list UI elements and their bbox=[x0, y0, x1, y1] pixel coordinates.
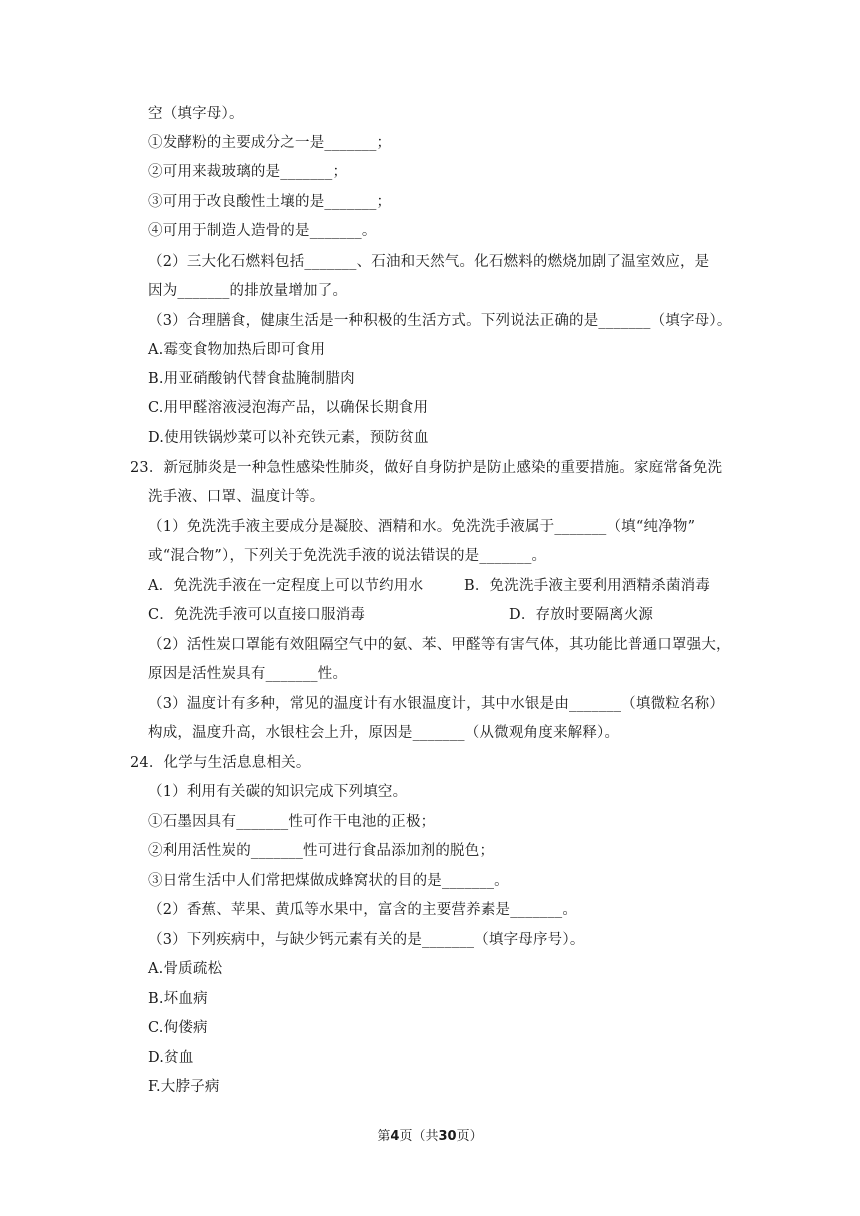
footer-mid: 页（共 bbox=[399, 1129, 439, 1144]
option-line: F.大脖子病 bbox=[148, 1079, 220, 1095]
option-line: A.霉变食物加热后即可食用 bbox=[148, 342, 326, 358]
option-c: C．免洗洗手液可以直接口服消毒 bbox=[148, 607, 366, 623]
text-line: （3）下列疾病中，与缺少钙元素有关的是_______（填字母序号）。 bbox=[148, 932, 585, 948]
text-line: （2）活性炭口罩能有效阻隔空气中的氨、苯、甲醛等有害气体，其功能比普通口罩强大， bbox=[148, 637, 731, 653]
option-line: C.用甲醛溶液浸泡海产品，以确保长期食用 bbox=[148, 400, 429, 416]
option-b: B．免洗洗手液主要利用酒精杀菌消毒 bbox=[464, 578, 711, 594]
question-23: 23．新冠肺炎是一种急性感染性肺炎，做好自身防护是防止感染的重要措施。家庭常备免洗 bbox=[130, 460, 723, 476]
footer-total-pages: 30 bbox=[438, 1129, 457, 1144]
option-line: D.使用铁锅炒菜可以补充铁元素，预防贫血 bbox=[148, 430, 429, 446]
footer-prefix: 第 bbox=[377, 1129, 391, 1144]
option-d: D．存放时要隔离火源 bbox=[509, 607, 654, 623]
option-line: B.用亚硝酸钠代替食盐腌制腊肉 bbox=[148, 371, 355, 387]
text-line: 构成，温度升高，水银柱会上升，原因是_______（从微观角度来解释）。 bbox=[148, 725, 620, 741]
text-line: （1）利用有关碳的知识完成下列填空。 bbox=[148, 784, 408, 800]
text-line: （1）免洗洗手液主要成分是凝胶、酒精和水。免洗洗手液属于_______（填“纯净物” bbox=[148, 519, 696, 535]
text-line: ③日常生活中人们常把煤做成蜂窝状的目的是_______。 bbox=[148, 873, 509, 889]
text-line: ①发酵粉的主要成分之一是_______； bbox=[148, 135, 392, 151]
text-line: 洗手液、口罩、温度计等。 bbox=[148, 489, 325, 505]
text-line: 原因是活性炭具有_______性。 bbox=[148, 666, 348, 682]
text-line: （2）香蕉、苹果、黄瓜等水果中，富含的主要营养素是_______。 bbox=[148, 902, 578, 918]
option-a: A．免洗洗手液在一定程度上可以节约用水 bbox=[148, 578, 424, 594]
footer-suffix: 页） bbox=[456, 1129, 483, 1144]
text-line: ①石墨因具有_______性可作干电池的正极； bbox=[148, 814, 436, 830]
option-line: B.坏血病 bbox=[148, 991, 208, 1007]
footer-page-number: 4 bbox=[390, 1129, 400, 1144]
text-line: ④可用于制造人造骨的是_______。 bbox=[148, 223, 377, 239]
text-line: 空（填字母）。 bbox=[148, 106, 244, 122]
text-line: ③可用于改良酸性土壤的是_______； bbox=[148, 194, 392, 210]
option-line: D.贫血 bbox=[148, 1050, 194, 1066]
text-line: （3）温度计有多种，常见的温度计有水银温度计，其中水银是由_______（填微粒名称） bbox=[148, 696, 725, 712]
option-line: A.骨质疏松 bbox=[148, 961, 223, 977]
text-line: ②利用活性炭的_______性可进行食品添加剂的脱色； bbox=[148, 843, 495, 859]
option-line: C.佝偻病 bbox=[148, 1020, 208, 1036]
text-line: 或“混合物”），下列关于免洗洗手液的说法错误的是_______。 bbox=[148, 548, 547, 564]
page-footer bbox=[0, 1128, 860, 1146]
text-line: ②可用来裁玻璃的是_______； bbox=[148, 164, 348, 180]
text-line: （2）三大化石燃料包括_______、石油和天然气。化石燃料的燃烧加剧了温室效应，是 bbox=[148, 254, 710, 270]
question-24: 24．化学与生活息息相关。 bbox=[130, 755, 311, 771]
text-line: （3）合理膳食，健康生活是一种积极的生活方式。下列说法正确的是_______（填字母）。 bbox=[148, 313, 732, 329]
text-line: 因为_______的排放量增加了。 bbox=[148, 283, 348, 299]
